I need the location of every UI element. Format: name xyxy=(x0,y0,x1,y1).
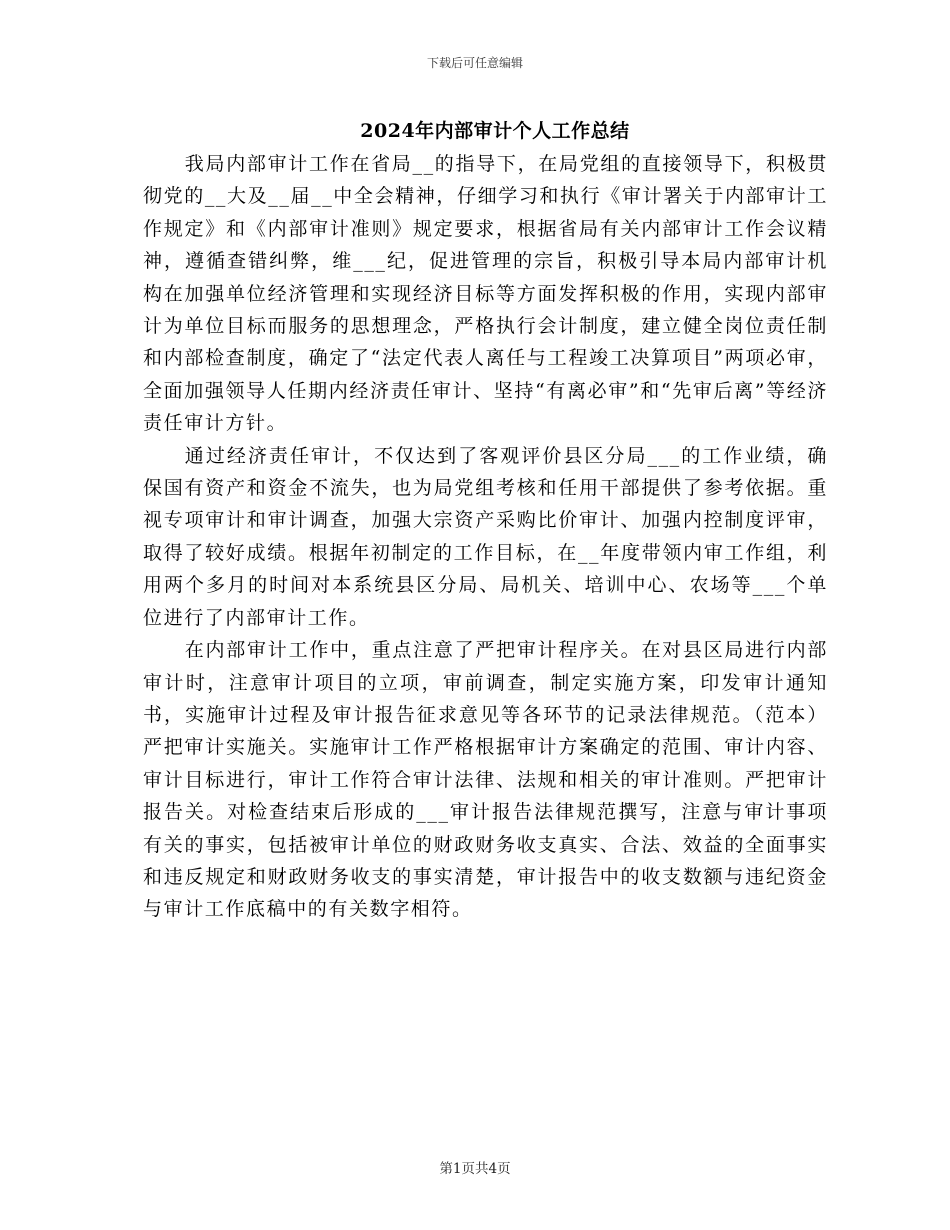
paragraph-2: 通过经济责任审计，不仅达到了客观评价县区分局___的工作业绩，确保国有资产和资金不流失，也为局党组考核和任用干部提供了参考依据。重视专项审计和审计调查，加强大宗资产采购比价审计、加强内控制度评审，取得了较好成绩。根据年初制定的工作目标，在__年度带领内审工作组，利用两个多月的时间对本系统县区分局、局机关、培训中心、农场等___个单位进行了内部审计工作。 xyxy=(143,444,828,629)
document-body xyxy=(143,148,828,926)
document-title: 2024年内部审计个人工作总结 xyxy=(360,120,630,142)
page-footer: 第1页共4页 xyxy=(439,1161,511,1177)
paragraph-3: 在内部审计工作中，重点注意了严把审计程序关。在对县区局进行内部审计时，注意审计项目的立项，审前调查，制定实施方案，印发审计通知书，实施审计过程及审计报告征求意见等各环节的记录法律规范。（范本）严把审计实施关。实施审计工作严格根据审计方案确定的范围、审计内容、审计目标进行，审计工作符合审计法律、法规和相关的审计准则。严把审计报告关。对检查结束后形成的___审计报告法律规范撰写，注意与审计事项有关的事实，包括被审计单位的财政财务收支真实、合法、效益的全面事实和违反规定和财政财务收支的事实清楚，审计报告中的收支数额与违纪资金与审计工作底稿中的有关数字相符。 xyxy=(143,639,828,921)
header-note: 下载后可任意编辑 xyxy=(426,56,523,70)
paragraph-1: 我局内部审计工作在省局__的指导下，在局党组的直接领导下，积极贯彻党的__大及__届__中全会精神，仔细学习和执行《审计署关于内部审计工作规定》和《内部审计准则》规定要求，根据省局有关内部审计工作会议精神，遵循查错纠弊，维___纪，促进管理的宗旨，积极引导本局内部审计机构在加强单位经济管理和实现经济目标等方面发挥积极的作用，实现内部审计为单位目标而服务的思想理念，严格执行会计制度，建立健全岗位责任制和内部检查制度，确定了“法定代表人离任与工程竣工决算项目”两项必审，全面加强领导人任期内经济责任审计、坚持“有离必审”和“先审后离”等经济责任审计方针。 xyxy=(143,153,828,435)
